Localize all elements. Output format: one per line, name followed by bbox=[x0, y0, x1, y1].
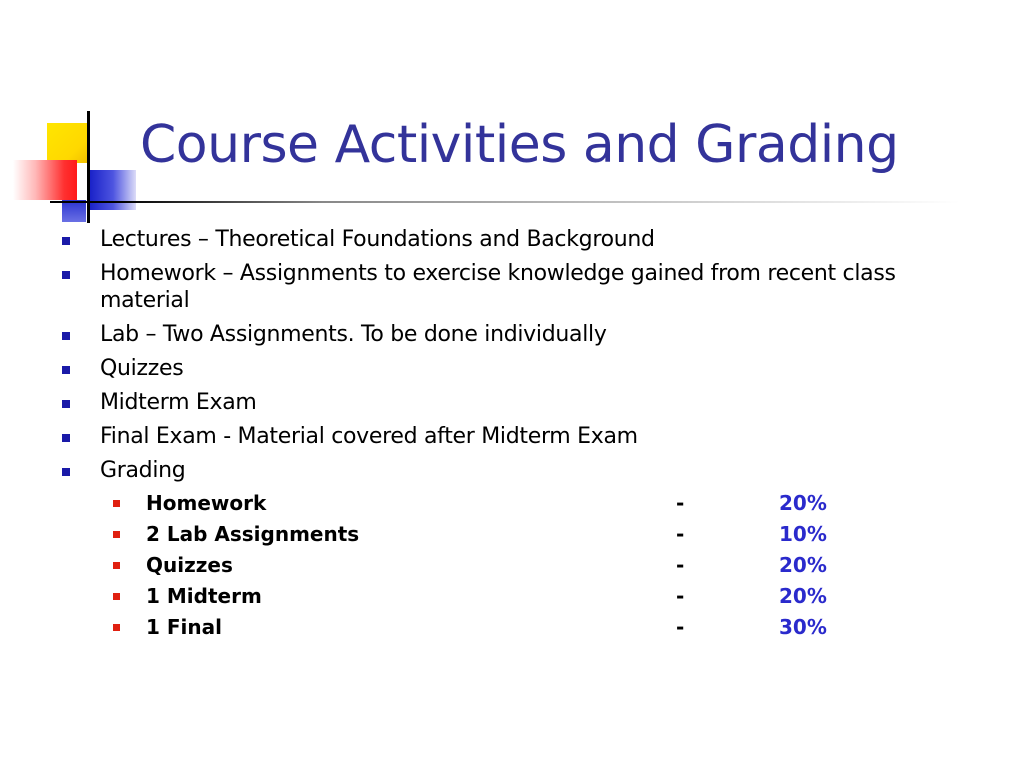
slide-title: Course Activities and Grading bbox=[140, 115, 899, 175]
logo-blue-square bbox=[90, 170, 136, 210]
bullet-list bbox=[62, 226, 982, 491]
logo-blue-small-square bbox=[62, 200, 86, 222]
grading-item: Homework bbox=[146, 491, 267, 515]
list-item-text: Quizzes bbox=[100, 356, 184, 381]
grading-percent: 20% bbox=[779, 553, 827, 577]
grading-percent: 20% bbox=[779, 491, 827, 515]
list-item bbox=[62, 226, 982, 253]
grading-percent: 30% bbox=[779, 615, 827, 639]
grading-row bbox=[113, 550, 873, 581]
list-item bbox=[62, 260, 982, 314]
grading-dash: - bbox=[676, 522, 685, 546]
grading-dash: - bbox=[676, 491, 685, 515]
list-item bbox=[62, 355, 982, 382]
red-square-bullet-icon bbox=[113, 500, 120, 507]
grading-percent: 20% bbox=[779, 584, 827, 608]
grading-dash: - bbox=[676, 615, 685, 639]
red-square-bullet-icon bbox=[113, 593, 120, 600]
list-item-text: Midterm Exam bbox=[100, 390, 257, 415]
square-bullet-icon bbox=[62, 400, 70, 408]
grading-item: Quizzes bbox=[146, 553, 233, 577]
list-item bbox=[62, 321, 982, 348]
grading-row bbox=[113, 581, 873, 612]
list-item bbox=[62, 457, 982, 484]
list-item bbox=[62, 423, 982, 450]
grading-dash: - bbox=[676, 584, 685, 608]
grading-list bbox=[113, 488, 873, 643]
square-bullet-icon bbox=[62, 271, 70, 279]
square-bullet-icon bbox=[62, 434, 70, 442]
logo-yellow-square bbox=[47, 123, 87, 163]
list-item bbox=[62, 389, 982, 416]
red-square-bullet-icon bbox=[113, 531, 120, 538]
title-underline bbox=[50, 201, 960, 203]
grading-row bbox=[113, 612, 873, 643]
grading-item: 2 Lab Assignments bbox=[146, 522, 360, 546]
red-square-bullet-icon bbox=[113, 562, 120, 569]
logo-vertical-line bbox=[87, 111, 90, 223]
square-bullet-icon bbox=[62, 468, 70, 476]
list-item-text: Final Exam - Material covered after Midterm Exam bbox=[100, 424, 638, 449]
slide-logo bbox=[0, 0, 160, 240]
grading-percent: 10% bbox=[779, 522, 827, 546]
square-bullet-icon bbox=[62, 366, 70, 374]
square-bullet-icon bbox=[62, 237, 70, 245]
logo-red-square bbox=[13, 160, 77, 200]
list-item-text: Lab – Two Assignments. To be done individually bbox=[100, 322, 607, 347]
grading-item: 1 Final bbox=[146, 615, 222, 639]
square-bullet-icon bbox=[62, 332, 70, 340]
list-item-text: Lectures – Theoretical Foundations and Background bbox=[100, 227, 655, 252]
grading-row bbox=[113, 519, 873, 550]
list-item-text: Homework – Assignments to exercise knowledge gained from recent class material bbox=[100, 261, 896, 313]
grading-item: 1 Midterm bbox=[146, 584, 262, 608]
grading-dash: - bbox=[676, 553, 685, 577]
red-square-bullet-icon bbox=[113, 624, 120, 631]
list-item-text: Grading bbox=[100, 458, 186, 483]
grading-row bbox=[113, 488, 873, 519]
